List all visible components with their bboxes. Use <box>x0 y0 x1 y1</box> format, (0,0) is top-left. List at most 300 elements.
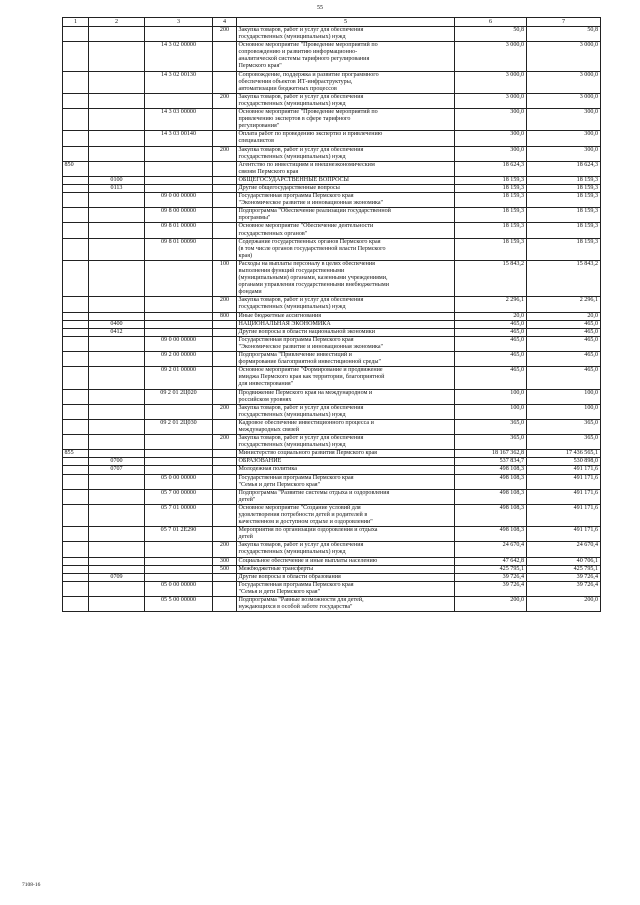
target-article-cell: 09 8 01 00090 <box>145 238 213 260</box>
ministry-code-cell <box>63 328 89 336</box>
target-article-cell <box>145 565 213 573</box>
amount-year-2-cell: 100,0 <box>527 404 601 419</box>
table-row <box>63 367 601 389</box>
ministry-code-cell <box>63 557 89 565</box>
amount-year-1-cell: 465,0 <box>455 352 527 367</box>
expense-type-cell: 200 <box>213 297 237 312</box>
target-article-cell <box>145 260 213 296</box>
amount-year-2-cell: 2 296,1 <box>527 297 601 312</box>
ministry-code-cell <box>63 312 89 320</box>
target-article-cell <box>145 404 213 419</box>
column-number-header: 4 <box>213 18 237 27</box>
amount-year-1-cell: 3 000,0 <box>455 71 527 93</box>
page-number: 55 <box>317 5 323 11</box>
column-number-header: 1 <box>63 18 89 27</box>
ministry-code-cell <box>63 109 89 131</box>
amount-year-2-cell: 465,0 <box>527 320 601 328</box>
item-name-cell: ОБЩЕГОСУДАРСТВЕННЫЕ ВОПРОСЫ <box>237 176 455 184</box>
table-row <box>63 458 601 466</box>
item-name-cell: Подпрограмма "Равные возможности для детей, нуждающихся в особой заботе государства" <box>237 597 455 612</box>
target-article-cell: 05 7 01 00000 <box>145 504 213 526</box>
amount-year-2-cell: 3 000,0 <box>527 93 601 108</box>
section-code-cell <box>89 565 145 573</box>
item-name-cell: Содержание государственных органов Пермского края (в том числе органов государственной власти Пермского края) <box>237 238 455 260</box>
ministry-code-cell: 855 <box>63 450 89 458</box>
amount-year-2-cell: 18 159,3 <box>527 193 601 208</box>
table-row <box>63 131 601 146</box>
table-row <box>63 146 601 161</box>
target-article-cell <box>145 297 213 312</box>
item-name-cell: Другие общегосударственные вопросы <box>237 184 455 192</box>
target-article-cell: 14 3 02 00000 <box>145 42 213 71</box>
expense-type-cell: 100 <box>213 260 237 296</box>
expense-type-cell <box>213 320 237 328</box>
table-row <box>63 238 601 260</box>
expense-type-cell: 200 <box>213 542 237 557</box>
amount-year-1-cell: 425 795,1 <box>455 565 527 573</box>
amount-year-1-cell: 47 642,8 <box>455 557 527 565</box>
amount-year-1-cell: 465,0 <box>455 367 527 389</box>
target-article-cell <box>145 542 213 557</box>
table-row <box>63 542 601 557</box>
target-article-cell <box>145 573 213 581</box>
amount-year-2-cell: 365,0 <box>527 419 601 434</box>
section-code-cell <box>89 208 145 223</box>
expense-type-cell <box>213 367 237 389</box>
ministry-code-cell <box>63 352 89 367</box>
column-number-header: 7 <box>527 18 601 27</box>
amount-year-1-cell: 300,0 <box>455 109 527 131</box>
table-row <box>63 297 601 312</box>
item-name-cell: Подпрограмма "Развитие системы отдыха и оздоровления детей" <box>237 489 455 504</box>
column-number-header: 5 <box>237 18 455 27</box>
expense-type-cell <box>213 450 237 458</box>
expense-type-cell <box>213 223 237 238</box>
table-row <box>63 450 601 458</box>
target-article-cell <box>145 458 213 466</box>
ministry-code-cell <box>63 42 89 71</box>
amount-year-1-cell: 465,0 <box>455 336 527 351</box>
table-row <box>63 260 601 296</box>
section-code-cell <box>89 297 145 312</box>
amount-year-1-cell: 20,0 <box>455 312 527 320</box>
target-article-cell <box>145 27 213 42</box>
ministry-code-cell <box>63 542 89 557</box>
table-row <box>63 184 601 192</box>
item-name-cell: Основное мероприятие "Создание условий для удовлетворения потребности детей и родителей в качественном и доступном отдыхе и оздоровлении" <box>237 504 455 526</box>
section-code-cell <box>89 27 145 42</box>
expense-type-cell <box>213 208 237 223</box>
table-row <box>63 565 601 573</box>
item-name-cell: Подпрограмма "Обеспечение реализации государственной программы" <box>237 208 455 223</box>
amount-year-1-cell: 39 726,4 <box>455 581 527 596</box>
amount-year-1-cell: 200,0 <box>455 597 527 612</box>
ministry-code-cell <box>63 223 89 238</box>
expense-type-cell: 300 <box>213 557 237 565</box>
ministry-code-cell <box>63 238 89 260</box>
amount-year-1-cell: 100,0 <box>455 389 527 404</box>
target-article-cell: 14 3 02 00130 <box>145 71 213 93</box>
expense-type-cell <box>213 336 237 351</box>
item-name-cell: Закупка товаров, работ и услуг для обеспечения государственных (муниципальных) нужд <box>237 27 455 42</box>
amount-year-1-cell: 24 670,4 <box>455 542 527 557</box>
section-code-cell <box>89 42 145 71</box>
item-name-cell: Расходы на выплаты персоналу в целях обеспечения выполнения функций государственными (муниципальными) органами, казенными учреждениями, органами управления государственными внебюджетными фондами <box>237 260 455 296</box>
item-name-cell: Министерство социального развития Пермского края <box>237 450 455 458</box>
amount-year-2-cell: 530 898,0 <box>527 458 601 466</box>
amount-year-1-cell: 2 296,1 <box>455 297 527 312</box>
amount-year-2-cell: 491 171,6 <box>527 527 601 542</box>
ministry-code-cell <box>63 389 89 404</box>
target-article-cell: 09 8 00 00000 <box>145 208 213 223</box>
section-code-cell <box>89 597 145 612</box>
section-code-cell <box>89 557 145 565</box>
item-name-cell: Основное мероприятие "Проведение мероприятий по сопровождению и развитию информационно- аналитической системы тарифного регулирования Пермского края" <box>237 42 455 71</box>
item-name-cell: Продвижение Пермского края на международном и российском уровнях <box>237 389 455 404</box>
item-name-cell: Кадровое обеспечение инвестиционного процесса и международных связей <box>237 419 455 434</box>
section-code-cell: 0100 <box>89 176 145 184</box>
item-name-cell: Мероприятия по организации оздоровления и отдыха детей <box>237 527 455 542</box>
ministry-code-cell <box>63 320 89 328</box>
item-name-cell: Иные бюджетные ассигнования <box>237 312 455 320</box>
table-row <box>63 208 601 223</box>
expense-type-cell <box>213 597 237 612</box>
table-row <box>63 581 601 596</box>
table-row <box>63 320 601 328</box>
expense-type-cell <box>213 131 237 146</box>
amount-year-2-cell: 465,0 <box>527 336 601 351</box>
item-name-cell: Агентство по инвестициям и внешнеэкономическим связям Пермского края <box>237 161 455 176</box>
item-name-cell: Социальное обеспечение и иные выплаты населению <box>237 557 455 565</box>
expense-type-cell <box>213 109 237 131</box>
ministry-code-cell <box>63 146 89 161</box>
amount-year-1-cell: 465,0 <box>455 320 527 328</box>
ministry-code-cell <box>63 297 89 312</box>
section-code-cell: 0113 <box>89 184 145 192</box>
amount-year-1-cell: 365,0 <box>455 435 527 450</box>
expense-type-cell <box>213 527 237 542</box>
amount-year-1-cell: 18 167 362,8 <box>455 450 527 458</box>
ministry-code-cell <box>63 474 89 489</box>
expense-type-cell <box>213 419 237 434</box>
section-code-cell <box>89 474 145 489</box>
table-row <box>63 328 601 336</box>
item-name-cell: НАЦИОНАЛЬНАЯ ЭКОНОМИКА <box>237 320 455 328</box>
expense-type-cell <box>213 458 237 466</box>
table-row <box>63 489 601 504</box>
amount-year-2-cell: 50,8 <box>527 27 601 42</box>
expense-type-cell <box>213 71 237 93</box>
item-name-cell: Другие вопросы в области национальной экономики <box>237 328 455 336</box>
expense-type-cell <box>213 328 237 336</box>
item-name-cell: Закупка товаров, работ и услуг для обеспечения государственных (муниципальных) нужд <box>237 93 455 108</box>
amount-year-1-cell: 465,0 <box>455 328 527 336</box>
section-code-cell <box>89 193 145 208</box>
ministry-code-cell <box>63 93 89 108</box>
target-article-cell <box>145 328 213 336</box>
item-name-cell: ОБРАЗОВАНИЕ <box>237 458 455 466</box>
section-code-cell: 0400 <box>89 320 145 328</box>
ministry-code-cell <box>63 184 89 192</box>
section-code-cell <box>89 161 145 176</box>
section-code-cell: 0700 <box>89 458 145 466</box>
section-code-cell: 0709 <box>89 573 145 581</box>
amount-year-2-cell: 491 171,6 <box>527 474 601 489</box>
target-article-cell <box>145 146 213 161</box>
target-article-cell: 05 7 01 2Е290 <box>145 527 213 542</box>
target-article-cell: 05 7 00 00000 <box>145 489 213 504</box>
column-number-header: 6 <box>455 18 527 27</box>
item-name-cell: Другие вопросы в области образования <box>237 573 455 581</box>
ministry-code-cell <box>63 565 89 573</box>
amount-year-1-cell: 18 159,3 <box>455 184 527 192</box>
amount-year-1-cell: 365,0 <box>455 419 527 434</box>
expense-type-cell <box>213 176 237 184</box>
amount-year-2-cell: 465,0 <box>527 328 601 336</box>
table-row <box>63 223 601 238</box>
ministry-code-cell: 850 <box>63 161 89 176</box>
table-row <box>63 27 601 42</box>
amount-year-2-cell: 491 171,6 <box>527 489 601 504</box>
ministry-code-cell <box>63 367 89 389</box>
section-code-cell <box>89 435 145 450</box>
section-code-cell <box>89 238 145 260</box>
budget-table-container <box>62 17 600 612</box>
table-row <box>63 419 601 434</box>
expense-type-cell: 200 <box>213 435 237 450</box>
amount-year-2-cell: 18 624,3 <box>527 161 601 176</box>
amount-year-2-cell: 300,0 <box>527 109 601 131</box>
item-name-cell: Основное мероприятие "Формирование и продвижение имиджа Пермского края как территории, благоприятной для инвестирования" <box>237 367 455 389</box>
table-row <box>63 161 601 176</box>
section-code-cell <box>89 504 145 526</box>
amount-year-1-cell: 498 108,3 <box>455 504 527 526</box>
target-article-cell <box>145 93 213 108</box>
document-code: 7108-16 <box>22 882 41 888</box>
section-code-cell <box>89 260 145 296</box>
amount-year-2-cell: 425 795,1 <box>527 565 601 573</box>
item-name-cell: Государственная программа Пермского края "Семья и дети Пермского края" <box>237 581 455 596</box>
ministry-code-cell <box>63 27 89 42</box>
amount-year-2-cell: 39 726,4 <box>527 581 601 596</box>
table-row <box>63 93 601 108</box>
ministry-code-cell <box>63 489 89 504</box>
table-row <box>63 109 601 131</box>
item-name-cell: Основное мероприятие "Проведение мероприятий по привлечению экспертов в сфере тарифного регулирования" <box>237 109 455 131</box>
column-number-header: 2 <box>89 18 145 27</box>
section-code-cell <box>89 146 145 161</box>
section-code-cell <box>89 367 145 389</box>
ministry-code-cell <box>63 581 89 596</box>
amount-year-1-cell: 18 624,3 <box>455 161 527 176</box>
ministry-code-cell <box>63 527 89 542</box>
target-article-cell: 09 2 00 00000 <box>145 352 213 367</box>
expense-type-cell <box>213 184 237 192</box>
expense-type-cell <box>213 474 237 489</box>
ministry-code-cell <box>63 176 89 184</box>
section-code-cell <box>89 71 145 93</box>
amount-year-1-cell: 50,8 <box>455 27 527 42</box>
amount-year-2-cell: 365,0 <box>527 435 601 450</box>
amount-year-2-cell: 465,0 <box>527 367 601 389</box>
section-code-cell <box>89 223 145 238</box>
table-row <box>63 504 601 526</box>
table-row <box>63 352 601 367</box>
table-row <box>63 193 601 208</box>
amount-year-2-cell: 18 159,3 <box>527 223 601 238</box>
item-name-cell: Закупка товаров, работ и услуг для обеспечения государственных (муниципальных) нужд <box>237 297 455 312</box>
section-code-cell: 0707 <box>89 466 145 474</box>
expense-type-cell: 200 <box>213 93 237 108</box>
amount-year-2-cell: 300,0 <box>527 146 601 161</box>
amount-year-1-cell: 18 159,3 <box>455 223 527 238</box>
ministry-code-cell <box>63 466 89 474</box>
item-name-cell: Государственная программа Пермского края "Семья и дети Пермского края" <box>237 474 455 489</box>
expense-type-cell <box>213 504 237 526</box>
item-name-cell: Государственная программа Пермского края "Экономическое развитие и инновационная экономика" <box>237 193 455 208</box>
expense-type-cell <box>213 42 237 71</box>
target-article-cell <box>145 435 213 450</box>
amount-year-2-cell: 200,0 <box>527 597 601 612</box>
amount-year-1-cell: 100,0 <box>455 404 527 419</box>
expense-type-cell <box>213 581 237 596</box>
table-row <box>63 71 601 93</box>
amount-year-1-cell: 3 000,0 <box>455 93 527 108</box>
section-code-cell <box>89 336 145 351</box>
amount-year-2-cell: 465,0 <box>527 352 601 367</box>
item-name-cell: Закупка товаров, работ и услуг для обеспечения государственных (муниципальных) нужд <box>237 435 455 450</box>
amount-year-2-cell: 18 159,3 <box>527 208 601 223</box>
table-row <box>63 42 601 71</box>
section-code-cell <box>89 527 145 542</box>
section-code-cell <box>89 109 145 131</box>
amount-year-1-cell: 3 000,0 <box>455 42 527 71</box>
target-article-cell <box>145 312 213 320</box>
target-article-cell: 05 0 00 00000 <box>145 474 213 489</box>
table-row <box>63 474 601 489</box>
item-name-cell: Закупка товаров, работ и услуг для обеспечения государственных (муниципальных) нужд <box>237 146 455 161</box>
amount-year-1-cell: 18 159,3 <box>455 208 527 223</box>
table-row <box>63 557 601 565</box>
budget-table-body <box>63 27 601 612</box>
target-article-cell <box>145 184 213 192</box>
item-name-cell: Молодежная политика <box>237 466 455 474</box>
target-article-cell: 05 0 00 00000 <box>145 581 213 596</box>
target-article-cell <box>145 557 213 565</box>
ministry-code-cell <box>63 504 89 526</box>
amount-year-1-cell: 537 834,7 <box>455 458 527 466</box>
target-article-cell <box>145 161 213 176</box>
amount-year-1-cell: 498 108,3 <box>455 527 527 542</box>
column-number-header-row <box>63 18 601 27</box>
amount-year-1-cell: 18 159,3 <box>455 176 527 184</box>
target-article-cell: 14 3 03 00140 <box>145 131 213 146</box>
column-number-header: 3 <box>145 18 213 27</box>
amount-year-2-cell: 15 843,2 <box>527 260 601 296</box>
target-article-cell: 09 0 00 00000 <box>145 336 213 351</box>
table-row <box>63 336 601 351</box>
expense-type-cell: 800 <box>213 312 237 320</box>
table-row <box>63 312 601 320</box>
table-row <box>63 573 601 581</box>
target-article-cell: 09 0 00 00000 <box>145 193 213 208</box>
item-name-cell: Межбюджетные трансферты <box>237 565 455 573</box>
target-article-cell: 09 2 01 00000 <box>145 367 213 389</box>
section-code-cell <box>89 404 145 419</box>
amount-year-2-cell: 18 159,3 <box>527 184 601 192</box>
section-code-cell <box>89 419 145 434</box>
amount-year-2-cell: 20,0 <box>527 312 601 320</box>
section-code-cell <box>89 352 145 367</box>
ministry-code-cell <box>63 131 89 146</box>
ministry-code-cell <box>63 193 89 208</box>
section-code-cell <box>89 131 145 146</box>
amount-year-2-cell: 3 000,0 <box>527 42 601 71</box>
target-article-cell: 09 8 01 00000 <box>145 223 213 238</box>
target-article-cell: 09 2 01 2Ц020 <box>145 389 213 404</box>
amount-year-2-cell: 40 706,1 <box>527 557 601 565</box>
target-article-cell <box>145 466 213 474</box>
amount-year-2-cell: 18 159,3 <box>527 176 601 184</box>
expense-type-cell <box>213 489 237 504</box>
section-code-cell: 0412 <box>89 328 145 336</box>
amount-year-2-cell: 39 726,4 <box>527 573 601 581</box>
expense-type-cell <box>213 352 237 367</box>
section-code-cell <box>89 93 145 108</box>
amount-year-1-cell: 15 843,2 <box>455 260 527 296</box>
amount-year-2-cell: 300,0 <box>527 131 601 146</box>
table-row <box>63 597 601 612</box>
amount-year-1-cell: 300,0 <box>455 131 527 146</box>
amount-year-1-cell: 300,0 <box>455 146 527 161</box>
amount-year-2-cell: 17 436 565,1 <box>527 450 601 458</box>
expense-type-cell <box>213 573 237 581</box>
amount-year-2-cell: 491 171,6 <box>527 466 601 474</box>
ministry-code-cell <box>63 419 89 434</box>
item-name-cell: Сопровождение, поддержка и развитие программного обеспечения объектов ИТ-инфраструктуры, автоматизации бюджетных процессов <box>237 71 455 93</box>
amount-year-2-cell: 24 670,4 <box>527 542 601 557</box>
item-name-cell: Основное мероприятие "Обеспечение деятельности государственных органов" <box>237 223 455 238</box>
item-name-cell: Подпрограмма "Привлечение инвестиций и формирование благоприятной инвестиционной среды" <box>237 352 455 367</box>
expense-type-cell: 200 <box>213 404 237 419</box>
ministry-code-cell <box>63 71 89 93</box>
table-row <box>63 404 601 419</box>
amount-year-1-cell: 39 726,4 <box>455 573 527 581</box>
amount-year-2-cell: 18 159,3 <box>527 238 601 260</box>
table-row <box>63 176 601 184</box>
expense-type-cell <box>213 389 237 404</box>
amount-year-1-cell: 18 159,3 <box>455 238 527 260</box>
expense-type-cell <box>213 193 237 208</box>
table-row <box>63 466 601 474</box>
target-article-cell: 09 2 01 2Ц030 <box>145 419 213 434</box>
table-row <box>63 389 601 404</box>
expense-type-cell <box>213 466 237 474</box>
target-article-cell <box>145 320 213 328</box>
target-article-cell <box>145 176 213 184</box>
expense-type-cell: 500 <box>213 565 237 573</box>
ministry-code-cell <box>63 260 89 296</box>
ministry-code-cell <box>63 208 89 223</box>
table-row <box>63 527 601 542</box>
item-name-cell: Оплата работ по проведению экспертиз и привлечению специалистов <box>237 131 455 146</box>
section-code-cell <box>89 542 145 557</box>
amount-year-1-cell: 18 159,3 <box>455 193 527 208</box>
target-article-cell: 14 3 03 00000 <box>145 109 213 131</box>
ministry-code-cell <box>63 435 89 450</box>
target-article-cell: 05 5 00 00000 <box>145 597 213 612</box>
amount-year-1-cell: 498 108,3 <box>455 474 527 489</box>
